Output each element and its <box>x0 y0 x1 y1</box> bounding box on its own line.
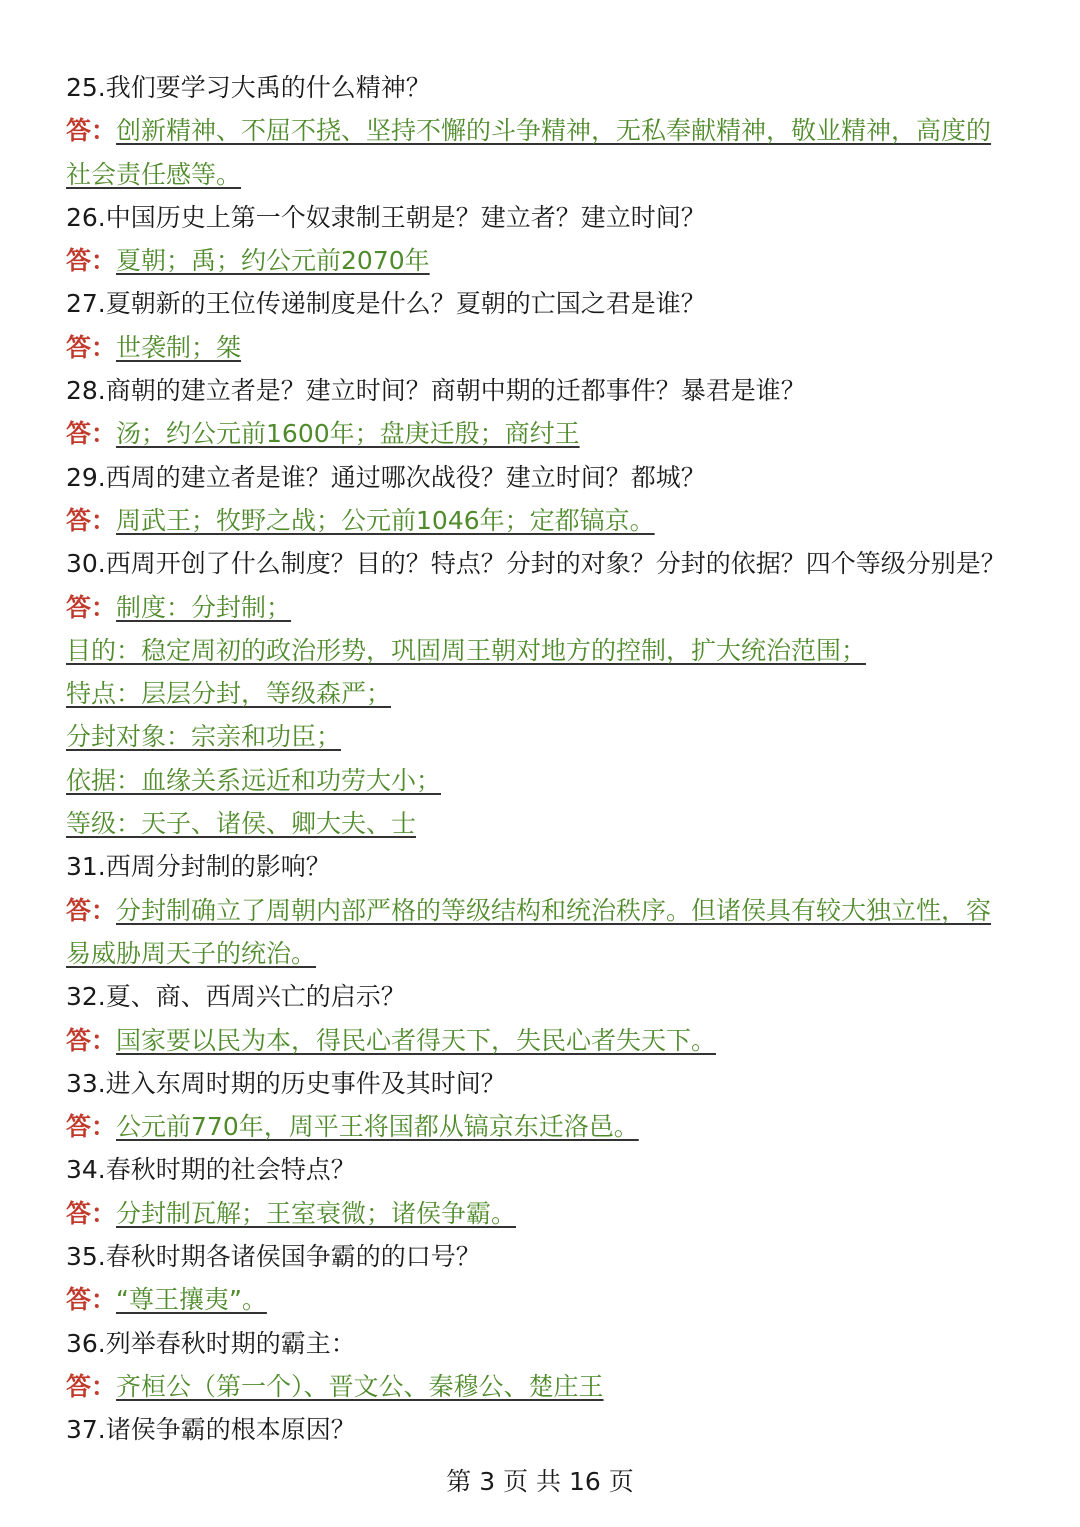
answer-28 <box>66 412 1016 455</box>
answer-30-line-4 <box>66 715 1016 758</box>
answer-text: 分封制瓦解；王室衰微；诸侯争霸。 <box>116 1198 517 1228</box>
answer-36 <box>66 1365 1016 1408</box>
answer-35 <box>66 1278 1016 1321</box>
answer-label: 答： <box>66 332 117 362</box>
answer-label: 答： <box>66 1371 117 1401</box>
answer-text: 公元前770年，周平王将国都从镐京东迁洛邑。 <box>116 1112 639 1142</box>
answer-label: 答： <box>66 1112 117 1142</box>
answer-label: 答： <box>66 895 117 925</box>
question-36: 36.列举春秋时期的霸主： <box>66 1328 356 1358</box>
answer-text: 创新精神、不屈不挠、坚持不懈的斗争精神，无私奉献精神，敬业精神，高度的 <box>116 116 992 146</box>
answer-32 <box>66 1019 1016 1062</box>
question-29: 29.西周的建立者是谁？通过哪次战役？建立时间？都城？ <box>66 462 706 492</box>
answer-26 <box>66 239 1016 282</box>
answer-text: 依据：血缘关系远近和功劳大小； <box>66 765 442 795</box>
answer-text: 分封制确立了周朝内部严格的等级结构和统治秩序。但诸侯具有较大独立性，容 <box>116 895 992 925</box>
answer-text: 齐桓公（第一个）、晋文公、秦穆公、楚庄王 <box>116 1371 604 1401</box>
answer-label: 答： <box>66 505 117 535</box>
answer-31-line-1 <box>66 889 1016 932</box>
question-30: 30.西周开创了什么制度？目的？特点？分封的对象？分封的依据？四个等级分别是？ <box>66 549 1006 579</box>
answer-34 <box>66 1192 1016 1235</box>
answer-text: 周武王；牧野之战；公元前1046年；定都镐京。 <box>116 505 655 535</box>
question-34: 34.春秋时期的社会特点？ <box>66 1155 356 1185</box>
question-27: 27.夏朝新的王位传递制度是什么？夏朝的亡国之君是谁？ <box>66 289 706 319</box>
answer-31-line-2 <box>66 932 1016 975</box>
question-31: 31.西周分封制的影响？ <box>66 852 331 882</box>
answer-30-line-6 <box>66 802 1016 845</box>
answer-30-line-5 <box>66 759 1016 802</box>
answer-label: 答： <box>66 419 117 449</box>
answer-text: 等级：天子、诸侯、卿大夫、士 <box>66 809 417 839</box>
question-33: 33.进入东周时期的历史事件及其时间？ <box>66 1068 506 1098</box>
answer-30-line-1 <box>66 586 1016 629</box>
page-number-footer: 第 3 页 共 16 页 <box>446 1467 634 1496</box>
answer-text: 国家要以民为本，得民心者得天下，失民心者失天下。 <box>116 1025 717 1055</box>
answer-30-line-2 <box>66 629 1016 672</box>
answer-label: 答： <box>66 246 117 276</box>
answer-text: “尊王攘夷”。 <box>116 1285 267 1315</box>
question-37: 37.诸侯争霸的根本原因？ <box>66 1415 356 1445</box>
answer-label: 答： <box>66 116 117 146</box>
answer-25-line-1 <box>66 109 1016 152</box>
answer-30-line-3 <box>66 672 1016 715</box>
answer-label: 答： <box>66 1198 117 1228</box>
answer-27 <box>66 326 1016 369</box>
answer-text: 易威胁周天子的统治。 <box>66 938 317 968</box>
answer-label: 答： <box>66 592 117 622</box>
answer-text: 分封对象：宗亲和功臣； <box>66 722 342 752</box>
answer-text: 目的：稳定周初的政治形势，巩固周王朝对地方的控制，扩大统治范围； <box>66 635 867 665</box>
answer-25-line-2 <box>66 153 1016 196</box>
answer-text: 世袭制；桀 <box>116 332 242 362</box>
question-25: 25.我们要学习大禹的什么精神？ <box>66 73 431 102</box>
question-26: 26.中国历史上第一个奴隶制王朝是？建立者？建立时间？ <box>66 202 706 232</box>
answer-29 <box>66 499 1016 542</box>
question-32: 32.夏、商、西周兴亡的启示？ <box>66 982 406 1012</box>
answer-text: 夏朝；禹；约公元前2070年 <box>116 246 430 276</box>
document-body <box>66 66 1016 1452</box>
answer-label: 答： <box>66 1285 117 1315</box>
answer-text: 制度：分封制； <box>116 592 292 622</box>
answer-label: 答： <box>66 1025 117 1055</box>
answer-text: 特点：层层分封，等级森严； <box>66 679 392 709</box>
answer-text: 汤；约公元前1600年；盘庚迁殷；商纣王 <box>116 419 580 449</box>
question-28: 28.商朝的建立者是？建立时间？商朝中期的迁都事件？暴君是谁？ <box>66 376 806 406</box>
question-35: 35.春秋时期各诸侯国争霸的的口号？ <box>66 1242 481 1272</box>
answer-33 <box>66 1105 1016 1148</box>
answer-text: 社会责任感等。 <box>66 159 242 189</box>
